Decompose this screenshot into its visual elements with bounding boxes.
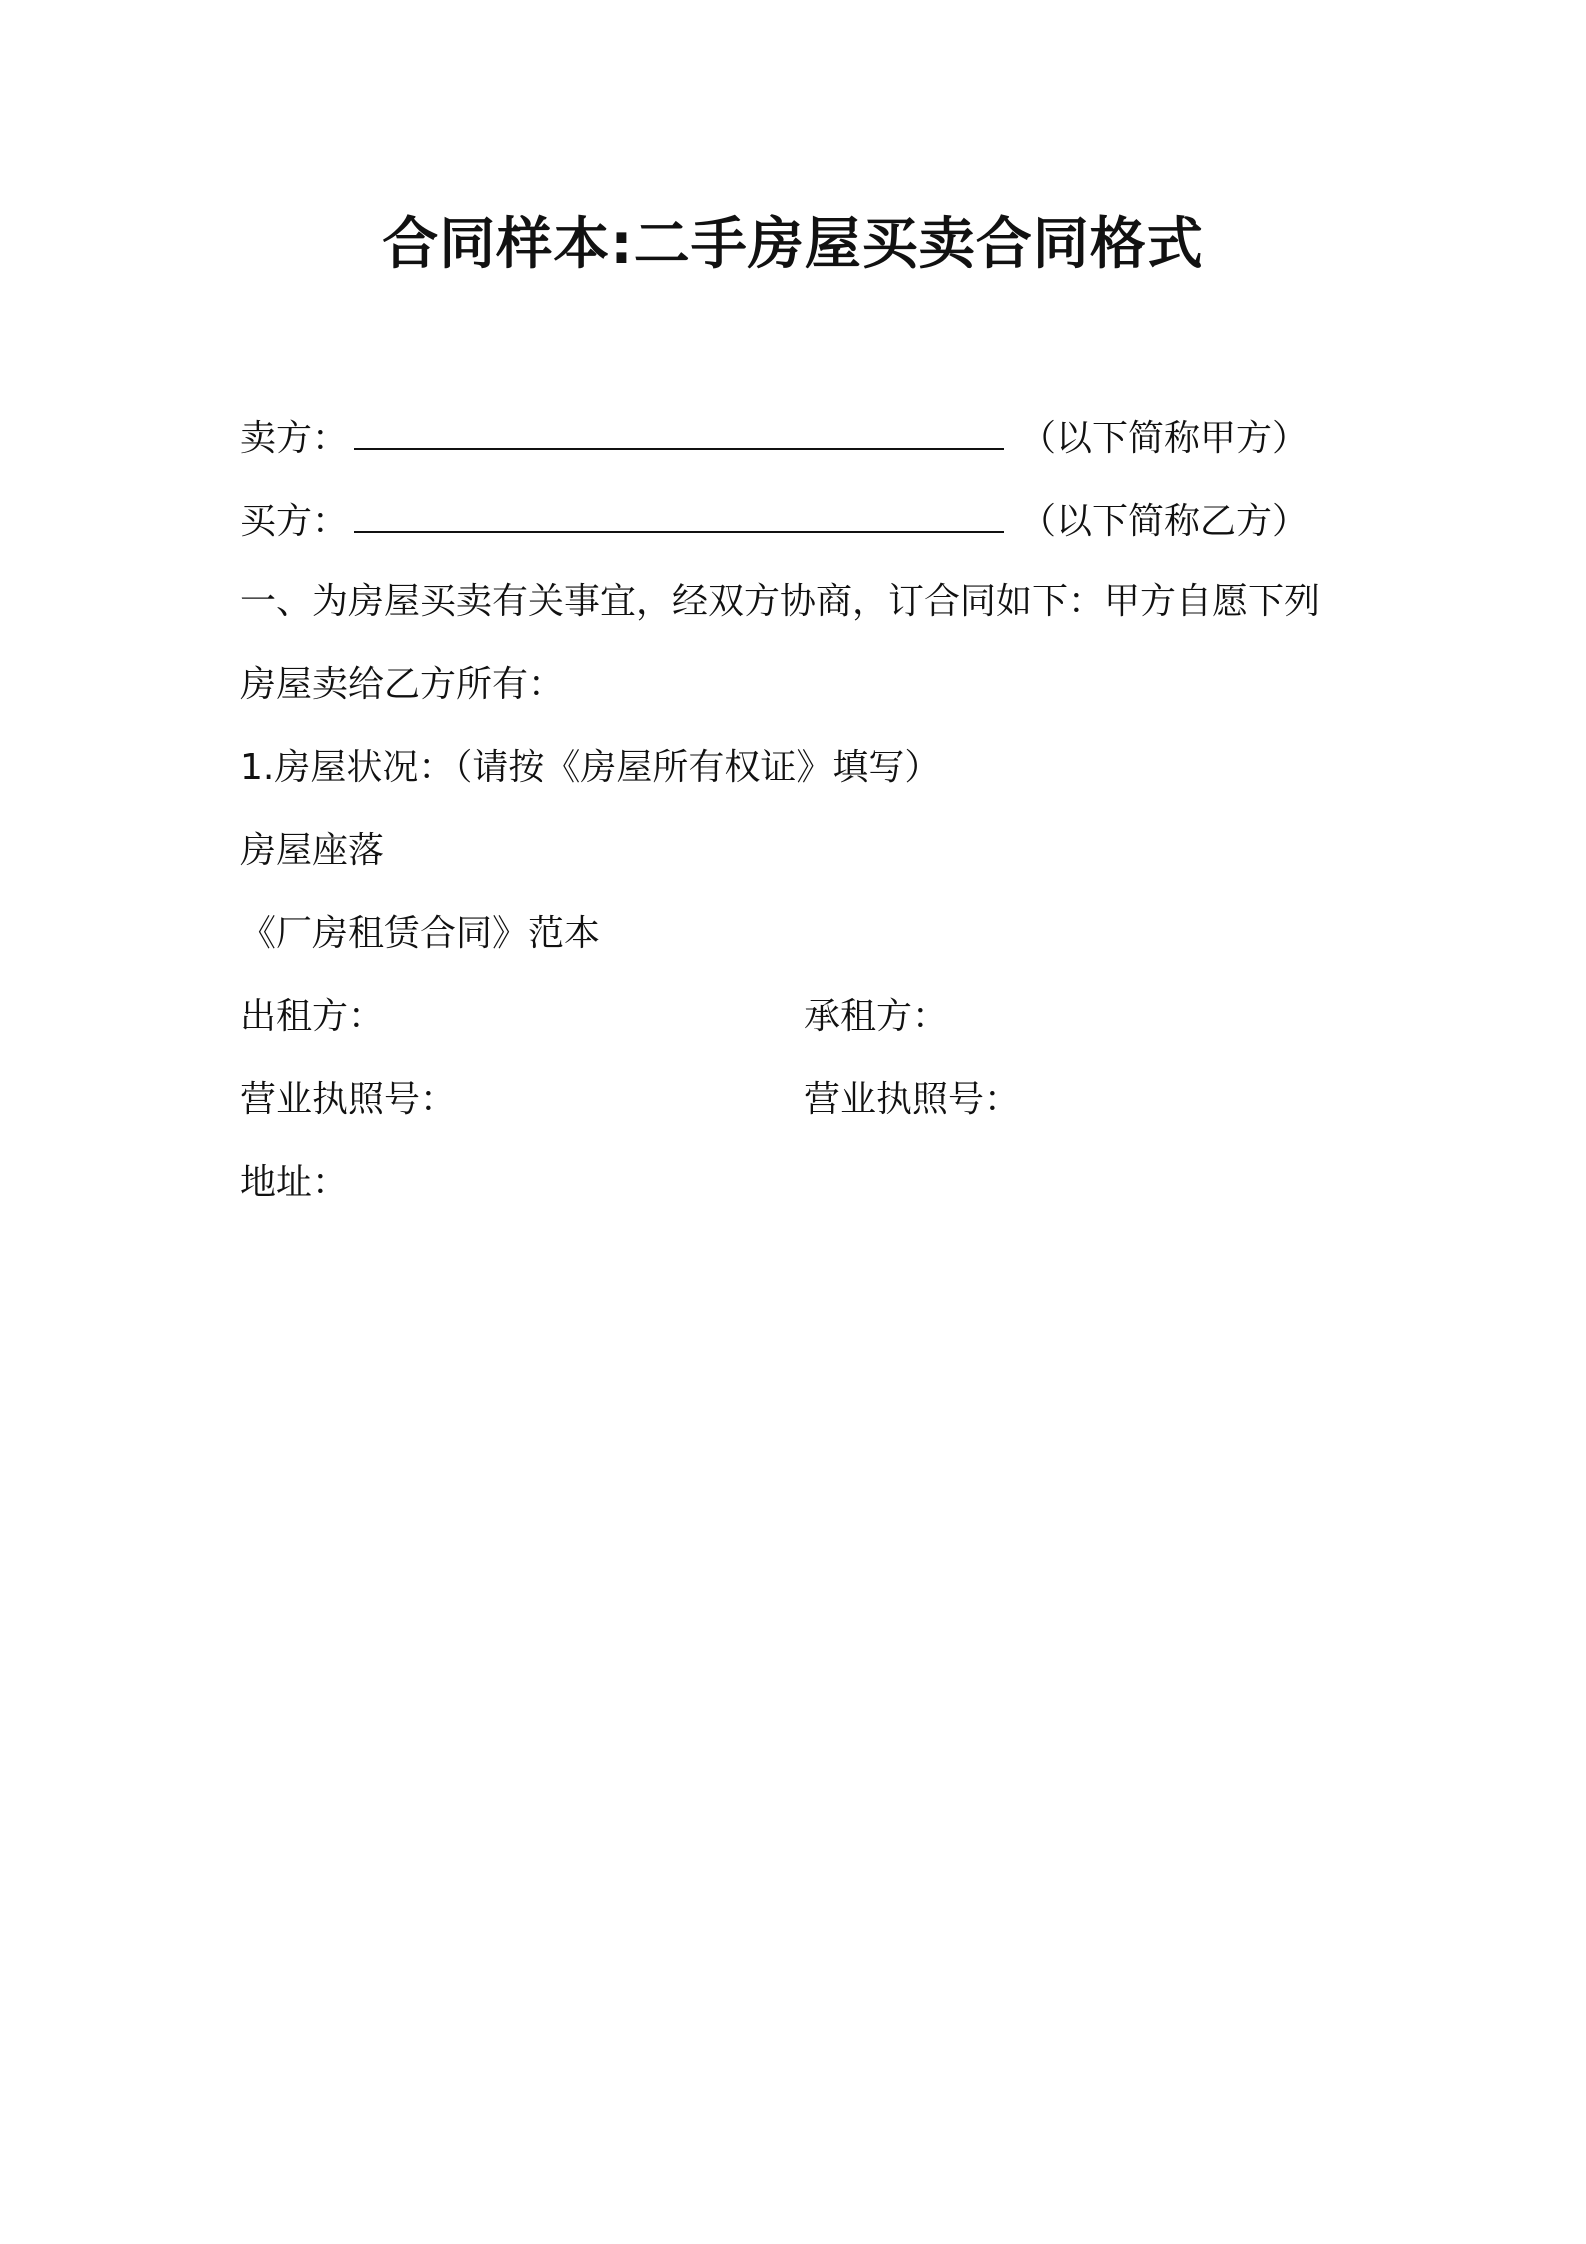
- buyer-blank-field: [354, 495, 1004, 533]
- lessee-label: 承租方：: [804, 996, 949, 1037]
- seller-label: 卖方：: [240, 418, 349, 459]
- house-location-label: 房屋座落: [240, 830, 385, 871]
- clause-1-line-1: 一、为房屋买卖有关事宜，经双方协商，订合同如下：甲方自愿下列: [240, 581, 1321, 622]
- lessor-label: 出租方：: [240, 996, 385, 1037]
- seller-line: [240, 412, 1308, 463]
- clause-1-line-2: 房屋卖给乙方所有：: [240, 664, 565, 705]
- address-label: 地址：: [240, 1162, 349, 1203]
- buyer-label: 买方：: [240, 501, 349, 542]
- lease-contract-title: 《厂房租赁合同》范本: [240, 913, 601, 954]
- buyer-line: [240, 495, 1308, 546]
- lessor-license-label: 营业执照号：: [240, 1079, 457, 1120]
- seller-note: （以下简称甲方）: [1020, 418, 1309, 459]
- seller-blank-field: [354, 412, 1004, 450]
- document-title: 合同样本:二手房屋买卖合同格式: [382, 212, 1204, 277]
- buyer-note: （以下简称乙方）: [1020, 501, 1309, 542]
- item-1-house-status: 1.房屋状况：（请按《房屋所有权证》填写）: [240, 747, 941, 788]
- lessee-license-label: 营业执照号：: [804, 1079, 1021, 1120]
